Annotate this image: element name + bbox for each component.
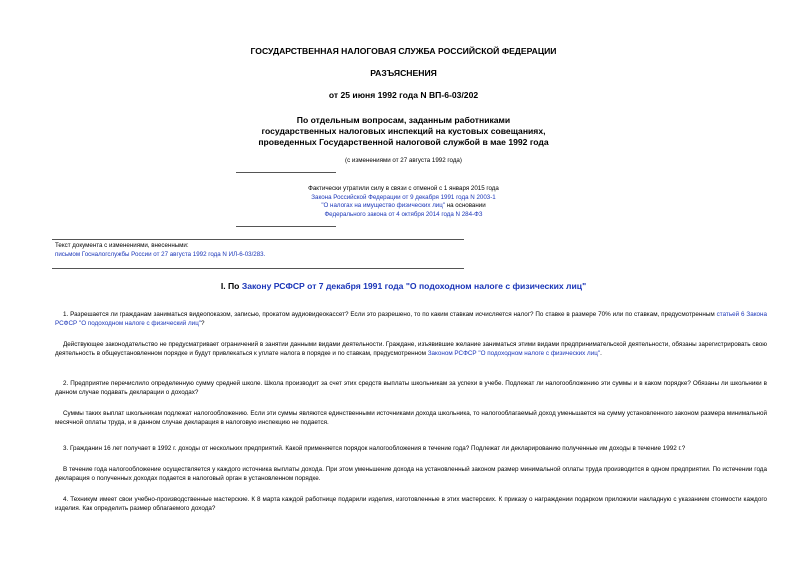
status-line: Фактически утратили силу в связи с отменой с 1 января 2015 года bbox=[308, 185, 499, 192]
paragraph-4: Суммы таких выплат школьникам подлежат налогообложению. Если эти суммы являются единственными источниками дохода школьника, то налогооблагаемый доход уменьшается на сумму установленного законом размера минимальной месячной оплаты труда, и в данном случае декларация в налоговую инспекцию не подается. bbox=[55, 410, 767, 426]
paragraph-7: 4. Техникум имеет свои учебно-производственные мастерские. К 8 марта каждой работнице подарили изделия, изготовленные в этих мастерских. К приказу о награждении подарком приложили накладную с указанием стоимости каждого изделия. Как определить размер облагаемого дохода? bbox=[55, 496, 767, 512]
doc-title-line: По отдельным вопросам, заданным работниками bbox=[296, 115, 511, 125]
doc-title-line: государственных налоговых инспекций на кустовых совещаниях, bbox=[261, 126, 546, 137]
amendments-block bbox=[55, 242, 265, 259]
amendments-intro: Текст документа с изменениями, внесенными: bbox=[55, 242, 189, 249]
article-6-link[interactable]: статьей 6 Закона РСФСР "О подоходном налоге с физический лиц" bbox=[55, 311, 768, 327]
amendment-letter-link[interactable]: письмом Госналогслужбы России от 27 августа 1992 года N ИЛ-6-03/283. bbox=[55, 250, 266, 258]
doc-title bbox=[0, 115, 807, 149]
income-tax-law-link[interactable]: Законом РСФСР "О подоходном налоге с физических лиц" bbox=[427, 349, 601, 357]
doc-title-line: проведенных Государственной налоговой службой в мае 1992 года bbox=[258, 137, 549, 148]
section-law-link[interactable]: Закону РСФСР от 7 декабря 1991 года "О подоходном налоге с физических лиц" bbox=[241, 281, 587, 291]
section-heading bbox=[0, 281, 807, 292]
paragraph-5: 3. Гражданин 16 лет получает в 1992 г. доходы от нескольких предприятий. Какой применяется порядок налогообложения в течение года? Подлежат ли декларированию полученные им доходы в течение 1992 г.? bbox=[63, 445, 686, 452]
divider bbox=[52, 268, 464, 269]
doc-date-number: от 25 июня 1992 года N ВП-6-03/202 bbox=[328, 90, 479, 100]
law-link-284-fz[interactable]: Федерального закона от 4 октября 2014 года N 284-ФЗ bbox=[324, 210, 483, 218]
law-link-property-tax[interactable]: "О налогах на имущество физических лиц" bbox=[321, 202, 445, 210]
paragraph-6: В течение года налогообложение осуществляется у каждого источника выплаты дохода. При этом уменьшение дохода на установленный законом размер минимальной оплаты труда производится в одном предприятии. По истечении года декларация о полученных доходах подается в налоговый орган в установленном порядке. bbox=[55, 466, 767, 482]
paragraph-3: 2. Предприятие перечислило определенную сумму средней школе. Школа производит за счет этих средств выплаты школьникам за успехи в учебе. Подлежат ли налогообложению эти суммы и в каком порядке? Обязаны ли школьники в данном случае подавать декларации о доходах? bbox=[55, 380, 767, 396]
law-link-2003-1[interactable]: Закона Российской Федерации от 9 декабря 1991 года N 2003-1 bbox=[311, 193, 496, 201]
amended-note: (с изменениями от 27 августа 1992 года) bbox=[345, 157, 462, 164]
doc-type-heading: РАЗЪЯСНЕНИЯ bbox=[370, 68, 437, 78]
status-basis-text: на основании bbox=[445, 202, 486, 210]
agency-heading: ГОСУДАРСТВЕННАЯ НАЛОГОВАЯ СЛУЖБА РОССИЙСКОЙ ФЕДЕРАЦИИ bbox=[250, 46, 557, 56]
section-prefix: I. По bbox=[220, 281, 242, 291]
paragraph-2: Действующее законодательство не предусматривает ограничений в занятии данными видами деятельности. Граждане, изъявившие желание заниматься этими видами предпринимательской деятельности, обязаны зарегистрировать свою деятельность в общеустановленном порядке и будут привлекаться к уплате налога в порядке и по ставкам, предусмотренном Законом РСФСР "О подоходном налоге с физических лиц". bbox=[55, 341, 767, 357]
divider bbox=[236, 172, 336, 173]
divider bbox=[52, 239, 464, 240]
status-block bbox=[0, 185, 807, 219]
paragraph-1: 1. Разрешается ли гражданам заниматься видеопоказом, записью, прокатом аудиовидеокассет? Если это разрешено, то по каким ставкам исчисляется налог? По ставке в размере 70% или по ставкам, предусмотренным статьей 6 Закона РСФСР "О подоходном налоге с физический лиц"? bbox=[55, 311, 768, 327]
divider bbox=[236, 226, 336, 227]
